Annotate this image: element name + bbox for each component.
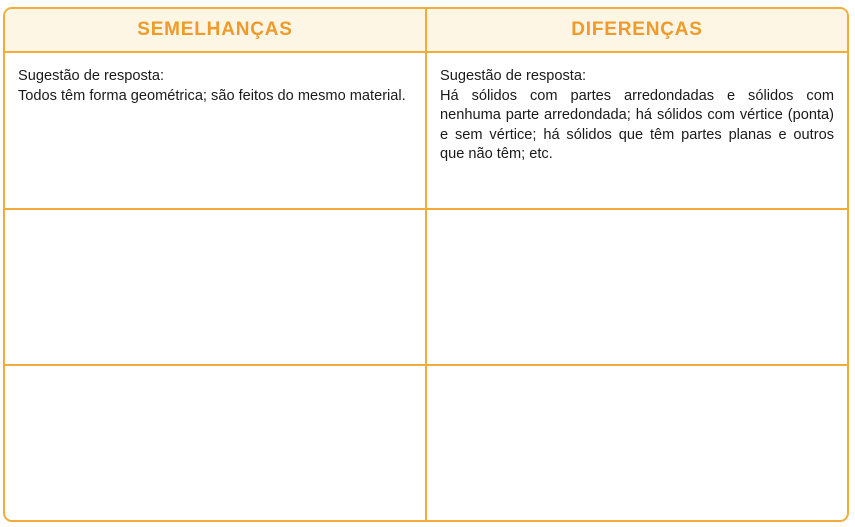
row-1-differences-cell: [427, 53, 847, 210]
row-1-similarities-cell: [5, 53, 427, 210]
row-1-similarities-answer: Todos têm forma geométrica; são feitos do mesmo material.: [18, 87, 406, 104]
row-1-similarities-lead: Sugestão de resposta:: [18, 68, 165, 84]
comparison-table: [3, 7, 849, 522]
row-3-similarities-cell: [5, 366, 427, 520]
row-2-differences-cell: [427, 210, 847, 366]
row-1-differences-lead: Sugestão de resposta:: [440, 68, 587, 84]
row-1-differences-answer: Há sólidos com partes arredondadas e sólidos com nenhuma parte arredondada; há sólidos com vértice (ponta) e sem vértice; há sólidos que têm partes planas e outros que não têm; etc.: [440, 87, 834, 162]
header-similarities: SEMELHANÇAS: [5, 9, 427, 53]
row-2-similarities-cell: [5, 210, 427, 366]
header-differences: DIFERENÇAS: [427, 9, 847, 53]
row-3-differences-cell: [427, 366, 847, 520]
